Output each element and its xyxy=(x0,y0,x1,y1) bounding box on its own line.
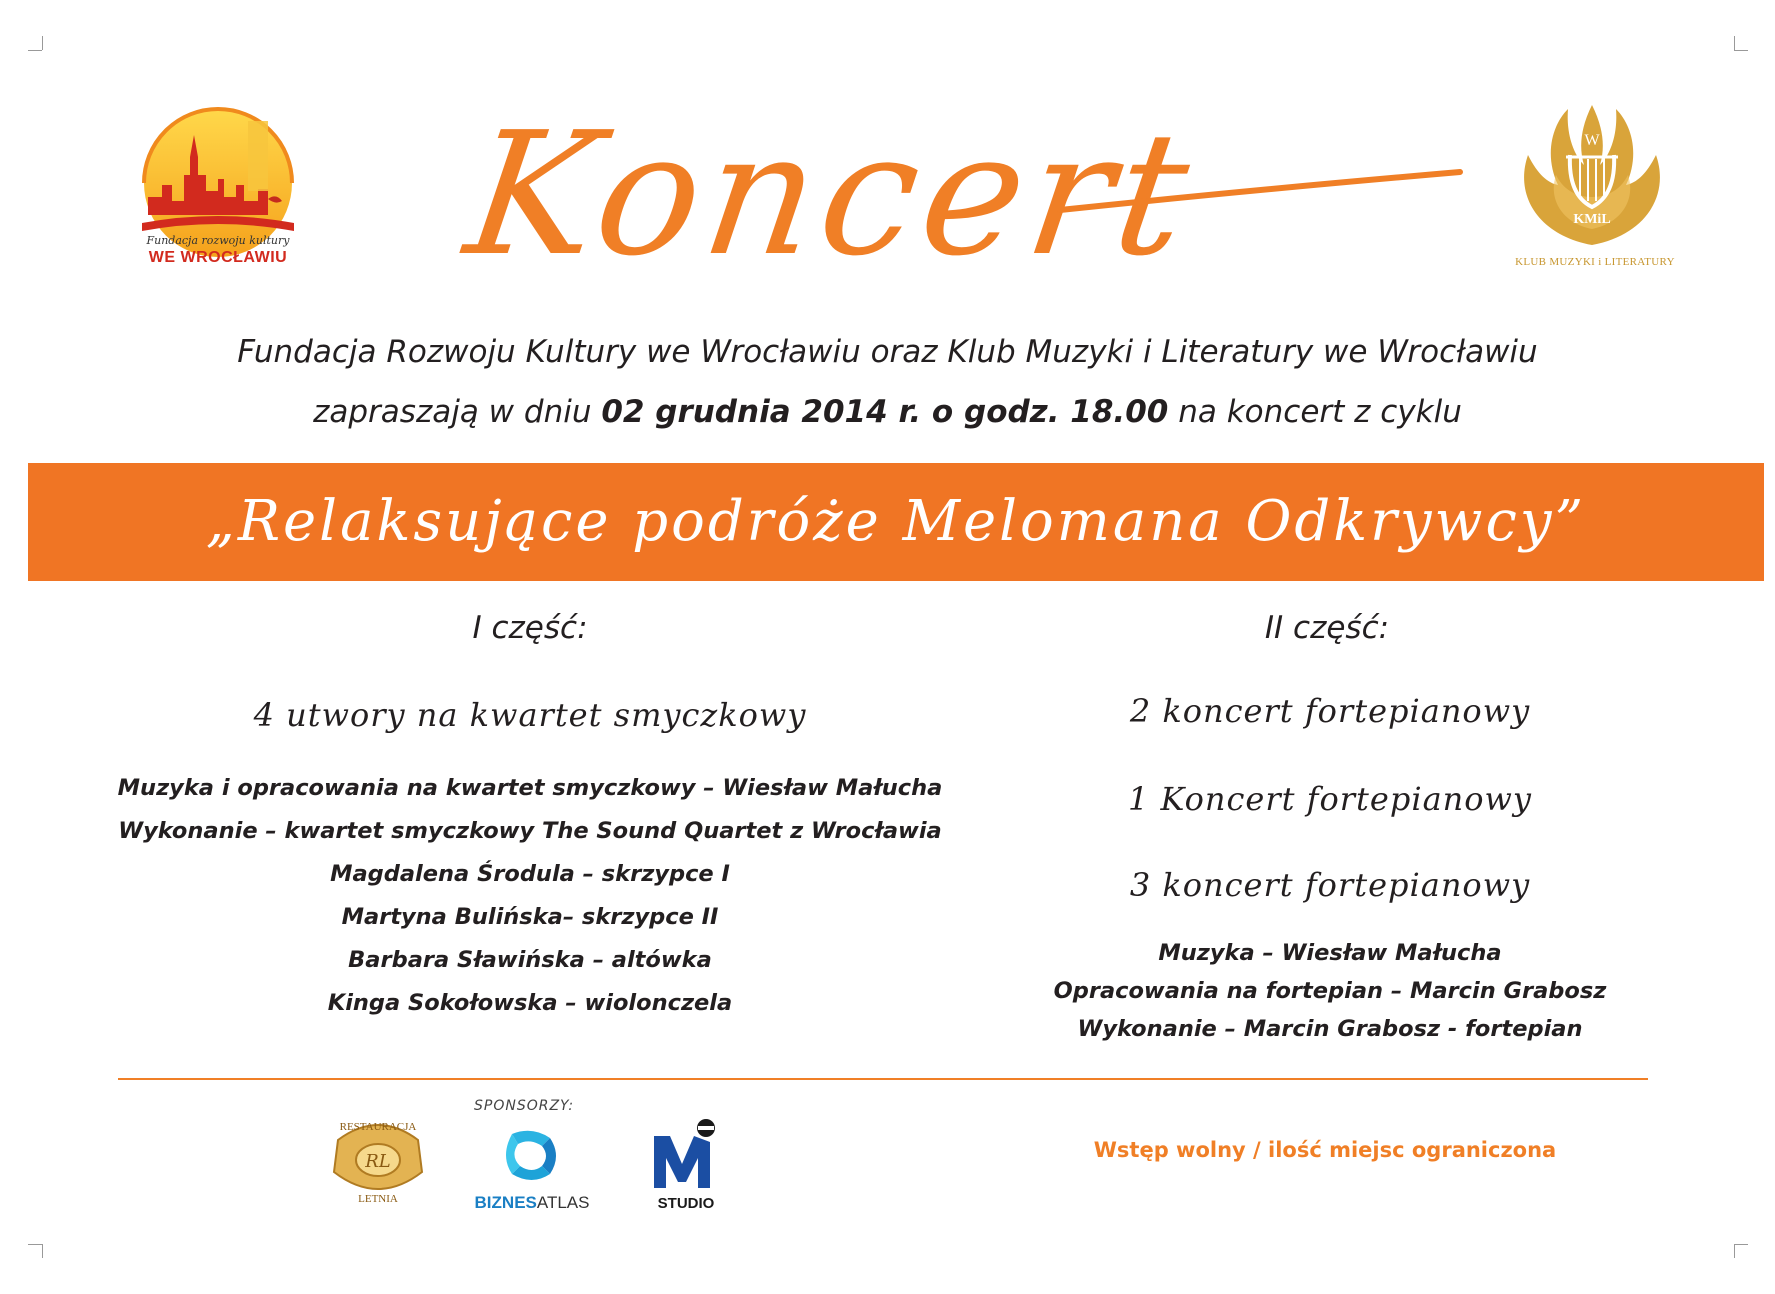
part-2-piece: 1 Koncert fortepianowy xyxy=(1128,780,1532,818)
right-logo-mark: W xyxy=(1584,132,1600,149)
restaurant-crest-logo-icon xyxy=(318,1110,438,1210)
part-1-credit: Martyna Bulińska– skrzypce II xyxy=(341,904,719,930)
intro-line-1: Fundacja Rozwoju Kultury we Wrocławiu oraz Klub Muzyki i Literatury we Wrocławiu xyxy=(237,334,1538,370)
crop-mark-tr-v xyxy=(1734,36,1735,50)
series-title: „Relaksujące podróże Melomana Odkrywcy” xyxy=(205,489,1587,554)
sponsor-1-monogram: RL xyxy=(365,1151,391,1172)
entry-note: Wstęp wolny / ilość miejsc ograniczona xyxy=(1093,1138,1557,1162)
crop-mark-br-v xyxy=(1734,1244,1735,1258)
left-logo-caption xyxy=(128,234,308,267)
lyre-flame-logo-icon xyxy=(1508,95,1676,270)
sponsor-3-caption: STUDIO xyxy=(657,1195,715,1212)
crop-mark-tr-h xyxy=(1734,50,1748,51)
left-logo-caption-small: Fundacja rozwoju kultury xyxy=(146,234,290,247)
sponsor-1-bottom: LETNIA xyxy=(358,1193,398,1205)
right-logo-caption: KLUB MUZYKI i LITERATURY xyxy=(1515,256,1675,268)
crop-mark-bl-h xyxy=(28,1244,42,1245)
part-1-credit: Kinga Sokołowska – wiolonczela xyxy=(327,990,733,1016)
sponsors-label: SPONSORZY: xyxy=(474,1098,575,1114)
part-1-credit: Wykonanie – kwartet smyczkowy The Sound Quartet z Wrocławia xyxy=(118,818,942,844)
part-2-heading: II część: xyxy=(1264,610,1390,646)
part-1-piece: 4 utwory na kwartet smyczkowy xyxy=(253,696,807,734)
crop-mark-tl-h xyxy=(28,50,42,51)
series-banner xyxy=(28,463,1764,581)
intro-line-2-pre: zapraszają w dniu xyxy=(313,394,602,430)
crop-mark-br-h xyxy=(1734,1244,1748,1245)
part-2-piece: 2 koncert fortepianowy xyxy=(1129,692,1531,730)
intro-line-2-post: na koncert z cyklu xyxy=(1168,394,1462,430)
part-2-credit: Wykonanie – Marcin Grabosz - fortepian xyxy=(1077,1016,1583,1042)
part-2-credit: Opracowania na fortepian – Marcin Grabosz xyxy=(1053,978,1607,1004)
footer-divider xyxy=(118,1078,1648,1080)
crop-mark-tl-v xyxy=(42,36,43,50)
intro-line-2 xyxy=(0,394,1775,430)
intro-date: 02 grudnia 2014 r. o godz. 18.00 xyxy=(601,394,1169,430)
crop-mark-bl-v xyxy=(42,1244,43,1258)
right-logo-badge: KMiL xyxy=(1573,212,1611,227)
sponsor-1-top: RESTAURACJA xyxy=(339,1121,417,1133)
part-2-piece: 3 koncert fortepianowy xyxy=(1129,866,1531,904)
part-1-credit: Muzyka i opracowania na kwartet smyczkowy – Wiesław Małucha xyxy=(117,775,943,801)
title-flourish-icon xyxy=(1050,150,1470,230)
sponsor-2-part1: BIZNES xyxy=(474,1193,537,1212)
sponsor-2-part2: ATLAS xyxy=(536,1193,590,1212)
sponsor-2-name xyxy=(475,1193,590,1212)
part-2-credit: Muzyka – Wiesław Małucha xyxy=(1158,940,1502,966)
left-logo-caption-big: WE WROCŁAWIU xyxy=(148,249,288,266)
page-title: Koncert xyxy=(456,96,1206,294)
mi-studio-logo-icon xyxy=(648,1116,724,1214)
part-1-credit: Magdalena Środula – skrzypce I xyxy=(330,861,730,887)
part-1-heading: I część: xyxy=(472,610,588,646)
part-1-credit: Barbara Sławińska – altówka xyxy=(348,947,712,973)
biznesatlas-logo-icon xyxy=(462,1128,602,1214)
